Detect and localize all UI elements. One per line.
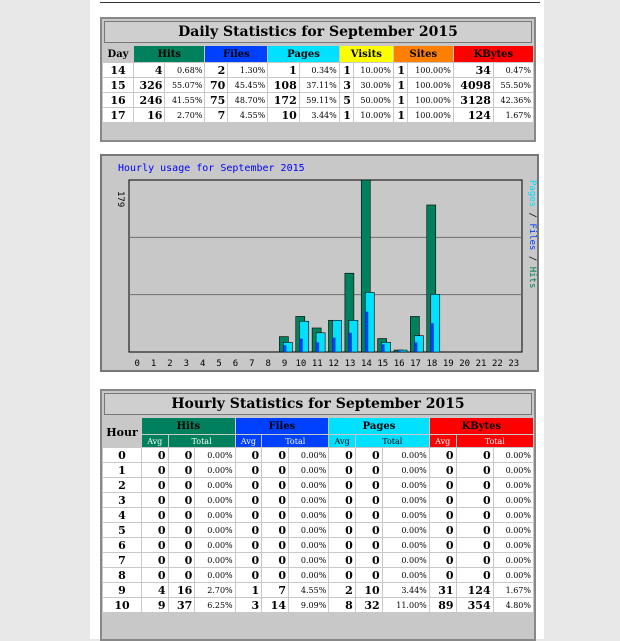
hourly-files-pct-cell: 4.55% <box>289 583 328 597</box>
daily-hits-pct-cell: 2.70% <box>165 108 204 122</box>
daily-files-cell: 70 <box>205 78 227 92</box>
col-visits: Visits <box>340 46 393 62</box>
hourly-pages-pct-cell: 0.00% <box>383 523 429 537</box>
daily-day-cell: 16 <box>103 93 133 107</box>
hourly-hits-total-cell: 16 <box>169 583 195 597</box>
hourly-pages-pct-cell: 0.00% <box>383 508 429 522</box>
hourly-files-pct-cell: 0.00% <box>289 508 328 522</box>
daily-pages-pct-cell: 0.34% <box>300 63 339 77</box>
hourly-hour-cell: 8 <box>103 568 141 582</box>
hourly-kbytes-avg-cell: 0 <box>430 568 456 582</box>
hourly-hour-cell: 4 <box>103 508 141 522</box>
daily-files-pct-cell: 1.30% <box>228 63 267 77</box>
sub-hits-total: Total <box>169 435 235 447</box>
hourly-row <box>103 538 533 552</box>
x-tick-label: 15 <box>377 359 389 369</box>
hourly-files-total-cell: 0 <box>262 538 288 552</box>
bar-files <box>283 345 286 352</box>
bar-files <box>431 323 434 352</box>
hourly-pages-avg-cell: 0 <box>329 553 355 567</box>
hourly-hits-pct-cell: 0.00% <box>195 493 234 507</box>
hourly-row <box>103 448 533 462</box>
col-day: Day <box>103 46 133 62</box>
hourly-hour-cell: 3 <box>103 493 141 507</box>
daily-pages-pct-cell: 37.11% <box>300 78 339 92</box>
hourly-kbytes-pct-cell: 0.00% <box>494 568 533 582</box>
daily-files-pct-cell: 45.45% <box>228 78 267 92</box>
hourly-pages-total-cell: 32 <box>356 598 382 612</box>
hourly-files-pct-cell: 0.00% <box>289 448 328 462</box>
bar-files <box>382 344 385 352</box>
hourly-kbytes-pct-cell: 0.00% <box>494 553 533 567</box>
hourly-kbytes-total-cell: 0 <box>457 508 493 522</box>
bar-files <box>316 342 319 352</box>
hourly-pages-total-cell: 0 <box>356 568 382 582</box>
daily-files-pct-cell: 4.55% <box>228 108 267 122</box>
hourly-pages-avg-cell: 2 <box>329 583 355 597</box>
hourly-hits-avg-cell: 0 <box>142 493 168 507</box>
hourly-kbytes-pct-cell: 0.00% <box>494 538 533 552</box>
daily-row <box>103 108 533 122</box>
hourly-hits-pct-cell: 0.00% <box>195 553 234 567</box>
hourly-usage-chart-svg <box>102 156 537 370</box>
hourly-files-total-cell: 7 <box>262 583 288 597</box>
hourly-kbytes-total-cell: 0 <box>457 568 493 582</box>
hourly-files-total-cell: 0 <box>262 523 288 537</box>
col-hourly-pages: Pages <box>329 418 428 434</box>
hourly-kbytes-total-cell: 0 <box>457 538 493 552</box>
hourly-kbytes-avg-cell: 0 <box>430 538 456 552</box>
daily-kbytes-pct-cell: 1.67% <box>494 108 533 122</box>
hourly-hits-total-cell: 0 <box>169 523 195 537</box>
hourly-pages-total-cell: 0 <box>356 448 382 462</box>
daily-pages-cell: 1 <box>268 63 298 77</box>
x-tick-label: 18 <box>426 359 438 369</box>
hourly-files-pct-cell: 0.00% <box>289 523 328 537</box>
col-kbytes: KBytes <box>454 46 533 62</box>
hourly-row <box>103 598 533 612</box>
hourly-kbytes-total-cell: 0 <box>457 523 493 537</box>
daily-visits-cell: 5 <box>340 93 353 107</box>
hourly-files-total-cell: 0 <box>262 493 288 507</box>
daily-files-cell: 2 <box>205 63 227 77</box>
hourly-hits-total-cell: 0 <box>169 493 195 507</box>
hourly-kbytes-avg-cell: 0 <box>430 523 456 537</box>
hourly-pages-avg-cell: 0 <box>329 508 355 522</box>
hourly-hits-avg-cell: 4 <box>142 583 168 597</box>
x-tick-label: 8 <box>265 359 271 369</box>
hourly-files-total-cell: 0 <box>262 478 288 492</box>
daily-kbytes-pct-cell: 42.36% <box>494 93 533 107</box>
daily-kbytes-pct-cell: 55.50% <box>494 78 533 92</box>
x-tick-label: 6 <box>232 359 239 369</box>
hourly-pages-avg-cell: 8 <box>329 598 355 612</box>
hourly-files-total-cell: 0 <box>262 568 288 582</box>
daily-visits-cell: 3 <box>340 78 353 92</box>
daily-sites-cell: 1 <box>394 93 407 107</box>
hourly-kbytes-avg-cell: 0 <box>430 493 456 507</box>
hourly-hits-avg-cell: 0 <box>142 523 168 537</box>
hourly-row <box>103 463 533 477</box>
hourly-pages-pct-cell: 0.00% <box>383 448 429 462</box>
x-tick-label: 22 <box>492 359 503 369</box>
daily-kbytes-cell: 4098 <box>454 78 493 92</box>
daily-statistics-title: Daily Statistics for September 2015 <box>104 21 532 43</box>
hourly-hits-avg-cell: 0 <box>142 553 168 567</box>
hourly-hits-pct-cell: 0.00% <box>195 538 234 552</box>
x-tick-label: 10 <box>295 359 307 369</box>
hourly-hits-total-cell: 0 <box>169 538 195 552</box>
daily-sites-pct-cell: 100.00% <box>408 93 453 107</box>
col-hour: Hour <box>103 418 141 447</box>
hourly-pages-total-cell: 0 <box>356 553 382 567</box>
hourly-kbytes-total-cell: 0 <box>457 553 493 567</box>
x-tick-label: 7 <box>249 359 255 369</box>
hourly-pages-pct-cell: 3.44% <box>383 583 429 597</box>
hourly-hits-pct-cell: 0.00% <box>195 523 234 537</box>
hourly-hour-cell: 7 <box>103 553 141 567</box>
legend-files: Files <box>527 223 537 251</box>
hourly-pages-pct-cell: 0.00% <box>383 478 429 492</box>
hourly-files-total-cell: 0 <box>262 508 288 522</box>
hourly-pages-avg-cell: 0 <box>329 523 355 537</box>
hourly-pages-avg-cell: 0 <box>329 493 355 507</box>
daily-visits-pct-cell: 10.00% <box>354 63 393 77</box>
hourly-kbytes-pct-cell: 1.67% <box>494 583 533 597</box>
sub-files-total: Total <box>262 435 328 447</box>
hourly-kbytes-avg-cell: 0 <box>430 553 456 567</box>
x-tick-label: 14 <box>361 359 372 369</box>
hourly-row <box>103 523 533 537</box>
daily-day-cell: 15 <box>103 78 133 92</box>
daily-hits-cell: 246 <box>134 93 164 107</box>
hourly-files-avg-cell: 3 <box>236 598 262 612</box>
col-sites: Sites <box>394 46 453 62</box>
hourly-hour-cell: 10 <box>103 598 141 612</box>
daily-visits-cell: 1 <box>340 108 353 122</box>
hourly-kbytes-total-cell: 0 <box>457 448 493 462</box>
hourly-pages-avg-cell: 0 <box>329 448 355 462</box>
hourly-pages-avg-cell: 0 <box>329 463 355 477</box>
hourly-files-avg-cell: 0 <box>236 493 262 507</box>
legend-hits: Hits <box>527 266 537 289</box>
hourly-kbytes-pct-cell: 0.00% <box>494 448 533 462</box>
hourly-pages-avg-cell: 0 <box>329 478 355 492</box>
hourly-files-avg-cell: 0 <box>236 523 262 537</box>
hourly-kbytes-total-cell: 0 <box>457 463 493 477</box>
daily-sites-cell: 1 <box>394 78 407 92</box>
hourly-pages-total-cell: 0 <box>356 463 382 477</box>
sub-kbytes-total: Total <box>457 435 533 447</box>
bar-files <box>349 333 352 352</box>
hourly-files-pct-cell: 0.00% <box>289 493 328 507</box>
sub-kbytes-avg: Avg <box>430 435 456 447</box>
hourly-row <box>103 568 533 582</box>
x-tick-label: 16 <box>393 359 405 369</box>
hourly-kbytes-pct-cell: 0.00% <box>494 493 533 507</box>
sub-files-avg: Avg <box>236 435 262 447</box>
daily-pages-pct-cell: 59.11% <box>300 93 339 107</box>
daily-hits-cell: 326 <box>134 78 164 92</box>
hourly-files-pct-cell: 0.00% <box>289 538 328 552</box>
hourly-hits-total-cell: 0 <box>169 508 195 522</box>
col-hourly-files: Files <box>236 418 329 434</box>
hourly-statistics-title: Hourly Statistics for September 2015 <box>104 393 532 415</box>
x-tick-label: 23 <box>508 359 520 369</box>
hourly-files-pct-cell: 0.00% <box>289 553 328 567</box>
hourly-pages-pct-cell: 0.00% <box>383 568 429 582</box>
hourly-pages-pct-cell: 11.00% <box>383 598 429 612</box>
daily-row <box>103 93 533 107</box>
hourly-files-total-cell: 14 <box>262 598 288 612</box>
x-tick-label: 21 <box>475 359 487 369</box>
bar-files <box>365 312 368 352</box>
hourly-files-total-cell: 0 <box>262 448 288 462</box>
daily-hits-cell: 16 <box>134 108 164 122</box>
hourly-kbytes-pct-cell: 0.00% <box>494 523 533 537</box>
hourly-kbytes-total-cell: 354 <box>457 598 493 612</box>
daily-day-cell: 14 <box>103 63 133 77</box>
hourly-hits-total-cell: 0 <box>169 553 195 567</box>
hourly-hits-pct-cell: 0.00% <box>195 463 234 477</box>
hourly-hits-avg-cell: 0 <box>142 478 168 492</box>
sub-pages-avg: Avg <box>329 435 355 447</box>
hourly-files-avg-cell: 0 <box>236 508 262 522</box>
hourly-hits-total-cell: 0 <box>169 478 195 492</box>
hourly-hour-cell: 2 <box>103 478 141 492</box>
hourly-pages-pct-cell: 0.00% <box>383 553 429 567</box>
hourly-files-total-cell: 0 <box>262 553 288 567</box>
hourly-kbytes-pct-cell: 0.00% <box>494 463 533 477</box>
legend-pages: Pages <box>527 180 537 208</box>
daily-visits-pct-cell: 50.00% <box>354 93 393 107</box>
daily-sites-pct-cell: 100.00% <box>408 63 453 77</box>
daily-sites-cell: 1 <box>394 63 407 77</box>
hourly-hits-pct-cell: 0.00% <box>195 568 234 582</box>
hourly-hits-avg-cell: 0 <box>142 463 168 477</box>
daily-visits-cell: 1 <box>340 63 353 77</box>
x-tick-label: 0 <box>134 359 140 369</box>
hourly-pages-total-cell: 0 <box>356 508 382 522</box>
hourly-hits-avg-cell: 9 <box>142 598 168 612</box>
hourly-hour-cell: 9 <box>103 583 141 597</box>
daily-kbytes-cell: 3128 <box>454 93 493 107</box>
hourly-hits-pct-cell: 0.00% <box>195 508 234 522</box>
hourly-pages-total-cell: 10 <box>356 583 382 597</box>
hourly-pages-total-cell: 0 <box>356 478 382 492</box>
hourly-files-pct-cell: 0.00% <box>289 478 328 492</box>
daily-row <box>103 78 533 92</box>
hourly-kbytes-avg-cell: 0 <box>430 508 456 522</box>
hourly-hits-pct-cell: 2.70% <box>195 583 234 597</box>
hourly-pages-pct-cell: 0.00% <box>383 463 429 477</box>
hourly-files-avg-cell: 1 <box>236 583 262 597</box>
hourly-pages-total-cell: 0 <box>356 493 382 507</box>
bar-files <box>333 338 336 352</box>
hourly-kbytes-avg-cell: 89 <box>430 598 456 612</box>
bar-files <box>300 339 303 352</box>
hourly-hits-avg-cell: 0 <box>142 508 168 522</box>
sub-hits-avg: Avg <box>142 435 168 447</box>
col-hits: Hits <box>134 46 204 62</box>
daily-row <box>103 63 533 77</box>
daily-files-pct-cell: 48.70% <box>228 93 267 107</box>
daily-files-cell: 75 <box>205 93 227 107</box>
hourly-kbytes-avg-cell: 0 <box>430 463 456 477</box>
legend-separator-1: / <box>527 207 537 224</box>
hourly-usage-chart <box>100 154 539 372</box>
x-tick-label: 9 <box>281 359 288 369</box>
chart-title: Hourly usage for September 2015 <box>118 163 305 174</box>
hourly-kbytes-avg-cell: 0 <box>430 478 456 492</box>
hourly-hits-total-cell: 37 <box>169 598 195 612</box>
svg-text:Pages / Files / Hits <box>527 180 537 288</box>
hourly-row <box>103 493 533 507</box>
col-hourly-hits: Hits <box>142 418 235 434</box>
chart-ymax-label: 179 <box>115 191 125 208</box>
hourly-hour-cell: 5 <box>103 523 141 537</box>
hourly-hits-avg-cell: 0 <box>142 538 168 552</box>
daily-kbytes-cell: 34 <box>454 63 493 77</box>
daily-visits-pct-cell: 30.00% <box>354 78 393 92</box>
hourly-files-avg-cell: 0 <box>236 478 262 492</box>
daily-kbytes-pct-cell: 0.47% <box>494 63 533 77</box>
daily-pages-cell: 108 <box>268 78 298 92</box>
hourly-kbytes-pct-cell: 4.80% <box>494 598 533 612</box>
x-tick-label: 12 <box>328 359 340 369</box>
hourly-files-pct-cell: 0.00% <box>289 463 328 477</box>
hourly-kbytes-total-cell: 124 <box>457 583 493 597</box>
hourly-hits-pct-cell: 0.00% <box>195 478 234 492</box>
hourly-files-pct-cell: 0.00% <box>289 568 328 582</box>
hourly-hits-total-cell: 0 <box>169 568 195 582</box>
hourly-kbytes-total-cell: 0 <box>457 493 493 507</box>
x-tick-label: 1 <box>150 359 157 369</box>
x-tick-label: 2 <box>167 359 173 369</box>
daily-hits-cell: 4 <box>134 63 164 77</box>
hourly-files-avg-cell: 0 <box>236 448 262 462</box>
hourly-files-avg-cell: 0 <box>236 568 262 582</box>
bar-files <box>398 351 401 352</box>
daily-statistics-table <box>102 45 534 123</box>
x-tick-label: 17 <box>410 359 421 369</box>
x-tick-label: 3 <box>183 359 190 369</box>
hourly-kbytes-pct-cell: 0.00% <box>494 478 533 492</box>
hourly-kbytes-avg-cell: 31 <box>430 583 456 597</box>
daily-pages-pct-cell: 3.44% <box>300 108 339 122</box>
hourly-files-avg-cell: 0 <box>236 553 262 567</box>
x-tick-label: 4 <box>199 359 206 369</box>
hourly-hits-total-cell: 0 <box>169 463 195 477</box>
hourly-pages-total-cell: 0 <box>356 538 382 552</box>
bar-files <box>414 342 417 352</box>
x-tick-label: 11 <box>311 359 323 369</box>
daily-sites-pct-cell: 100.00% <box>408 78 453 92</box>
chart-plot-area <box>129 180 522 352</box>
col-hourly-kbytes: KBytes <box>430 418 533 434</box>
col-files: Files <box>205 46 267 62</box>
daily-files-cell: 7 <box>205 108 227 122</box>
hourly-pages-avg-cell: 0 <box>329 538 355 552</box>
daily-sites-cell: 1 <box>394 108 407 122</box>
col-pages: Pages <box>268 46 338 62</box>
sub-pages-total: Total <box>356 435 429 447</box>
daily-statistics-panel <box>100 17 536 142</box>
hourly-pages-avg-cell: 0 <box>329 568 355 582</box>
hourly-hits-avg-cell: 0 <box>142 568 168 582</box>
hourly-hits-total-cell: 0 <box>169 448 195 462</box>
hourly-row <box>103 508 533 522</box>
hourly-statistics-table <box>102 417 534 613</box>
hourly-statistics-panel <box>100 389 536 641</box>
hourly-hits-pct-cell: 6.25% <box>195 598 234 612</box>
hourly-pages-pct-cell: 0.00% <box>383 538 429 552</box>
daily-pages-cell: 172 <box>268 93 298 107</box>
hourly-files-avg-cell: 0 <box>236 538 262 552</box>
legend-separator-2: / <box>527 250 537 267</box>
hourly-files-total-cell: 0 <box>262 463 288 477</box>
hourly-row <box>103 478 533 492</box>
daily-hits-pct-cell: 55.07% <box>165 78 204 92</box>
top-divider <box>100 2 540 3</box>
hourly-files-avg-cell: 0 <box>236 463 262 477</box>
hourly-hour-cell: 0 <box>103 448 141 462</box>
hourly-pages-total-cell: 0 <box>356 523 382 537</box>
hourly-kbytes-avg-cell: 0 <box>430 448 456 462</box>
hourly-hits-avg-cell: 0 <box>142 448 168 462</box>
hourly-hits-pct-cell: 0.00% <box>195 448 234 462</box>
hourly-files-pct-cell: 9.09% <box>289 598 328 612</box>
hourly-hour-cell: 1 <box>103 463 141 477</box>
daily-hits-pct-cell: 0.68% <box>165 63 204 77</box>
x-tick-label: 13 <box>344 359 356 369</box>
daily-day-cell: 17 <box>103 108 133 122</box>
hourly-pages-pct-cell: 0.00% <box>383 493 429 507</box>
hourly-hour-cell: 6 <box>103 538 141 552</box>
daily-visits-pct-cell: 10.00% <box>354 108 393 122</box>
daily-pages-cell: 10 <box>268 108 298 122</box>
daily-kbytes-cell: 124 <box>454 108 493 122</box>
x-tick-label: 20 <box>459 359 471 369</box>
x-tick-label: 5 <box>216 359 222 369</box>
hourly-kbytes-total-cell: 0 <box>457 478 493 492</box>
daily-sites-pct-cell: 100.00% <box>408 108 453 122</box>
daily-hits-pct-cell: 41.55% <box>165 93 204 107</box>
x-tick-label: 19 <box>442 359 454 369</box>
hourly-kbytes-pct-cell: 0.00% <box>494 508 533 522</box>
hourly-row <box>103 553 533 567</box>
hourly-row <box>103 583 533 597</box>
